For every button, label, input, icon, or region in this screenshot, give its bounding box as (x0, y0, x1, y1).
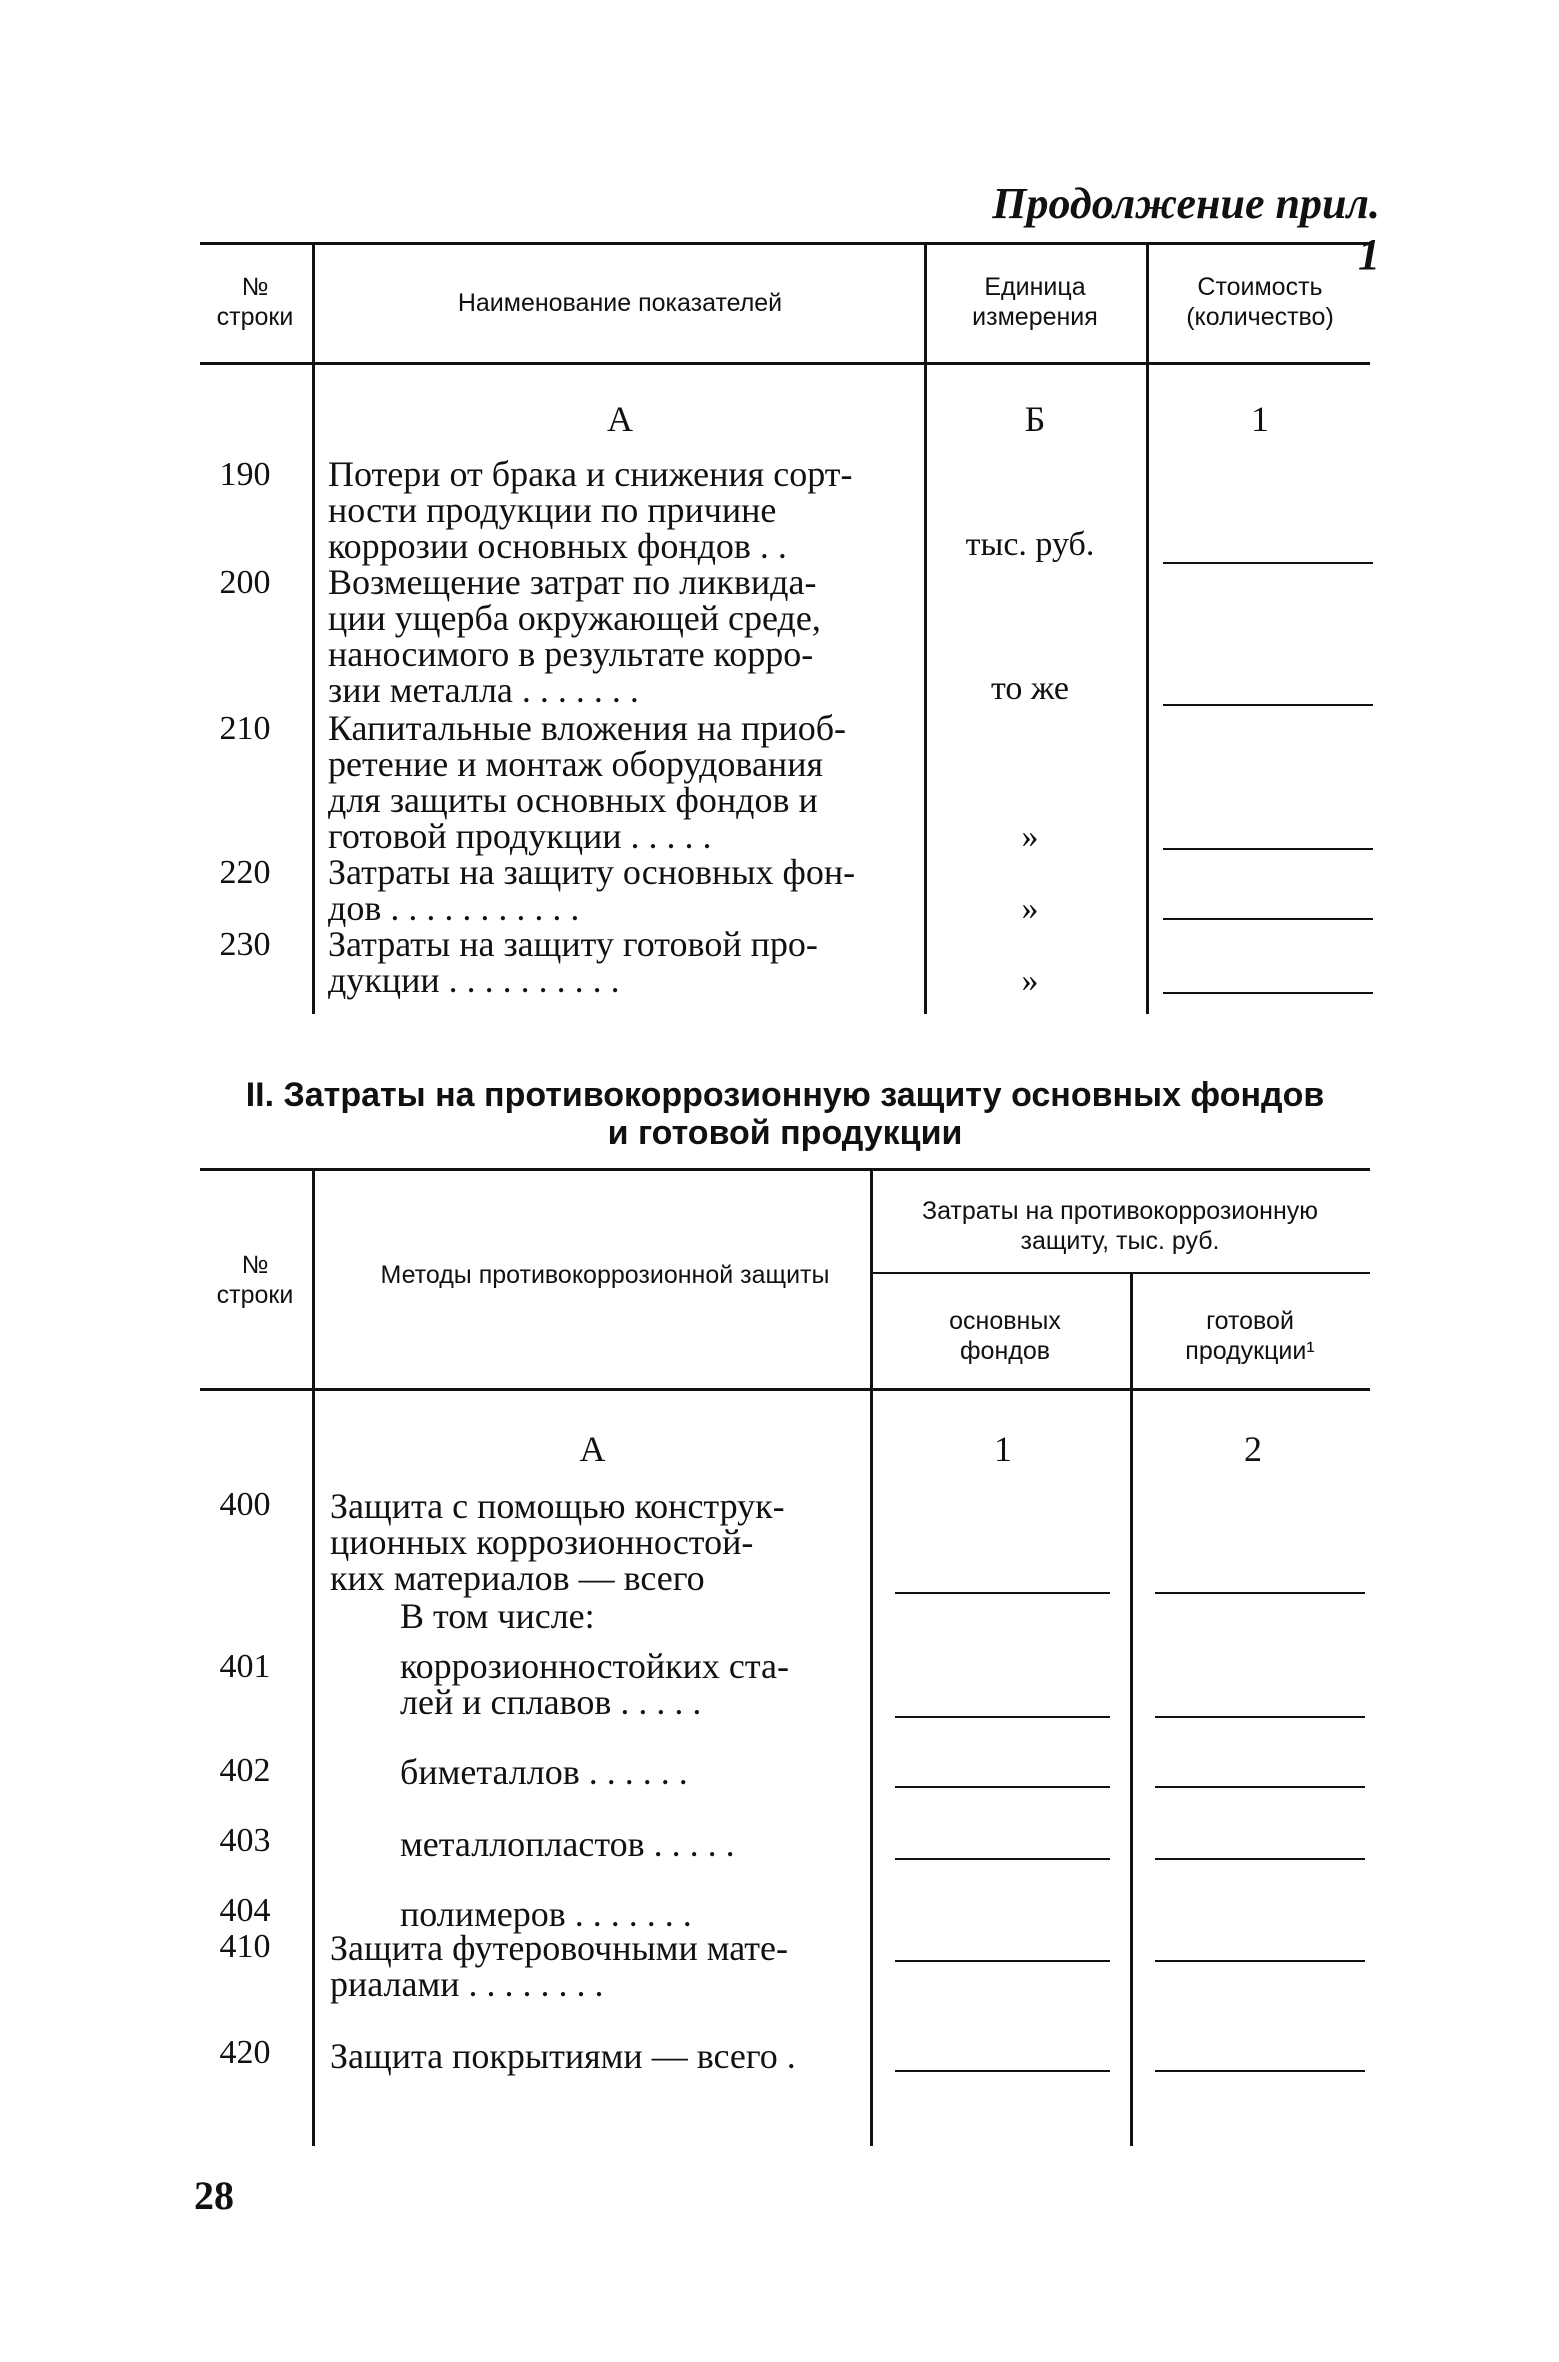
table2-row-method: Защита покрытиями — всего . (330, 2036, 796, 2076)
table2-costs-subrule (872, 1272, 1370, 1274)
table1-col-label-b: Б (1024, 399, 1046, 439)
table2-row-number: 400 (219, 1486, 271, 1523)
table2-header-rownum: № строки (216, 1251, 294, 1309)
table2-header-rule (200, 1388, 1370, 1391)
table2-fixed-blank (895, 1786, 1110, 1788)
table1-row-unit: » (1021, 890, 1039, 927)
table2-header-finished-products: готовой продукции¹ (1185, 1307, 1315, 1365)
table2-row-method: Защита футеровочными мате- риалами . . . . . . . . (330, 1928, 788, 2004)
table2-product-blank (1155, 1786, 1365, 1788)
table1-col-divider-1 (312, 244, 315, 1014)
table1-row-number: 190 (219, 456, 271, 493)
table1-value-blank (1163, 918, 1373, 920)
table2-product-blank (1155, 1960, 1365, 1962)
table1-col-divider-3 (1146, 244, 1149, 1014)
table2-product-blank (1155, 2070, 1365, 2072)
table1-header-rownum: № строки (216, 273, 294, 331)
table1-row-number: 210 (219, 710, 271, 747)
table2-product-blank (1155, 1858, 1365, 1860)
section-ii-title: II. Затраты на противокоррозионную защиту основных фондов и готовой продукции (245, 1076, 1325, 1152)
table2-fixed-blank (895, 1858, 1110, 1860)
table1-value-blank (1163, 848, 1373, 850)
continuation-label: Продолжение прил. 1 (992, 179, 1380, 279)
table1-value-blank (1163, 704, 1373, 706)
table1-row-name: Возмещение затрат по ликвида- ции ущерба окружающей среде, наносимого в результате корро- зии металла . . . . . . . (328, 562, 821, 710)
table1-row-number: 230 (219, 926, 271, 963)
table2-fixed-blank (895, 1592, 1110, 1594)
table2-including-label: В том числе: (400, 1596, 595, 1636)
table2-col-label-1: 1 (994, 1429, 1012, 1469)
table2-fixed-blank (895, 1716, 1110, 1718)
table1-header-name: Наименование показателей (457, 289, 783, 317)
table2-product-blank (1155, 1716, 1365, 1718)
table2-row-number: 401 (219, 1648, 271, 1685)
table1-row-number: 220 (219, 854, 271, 891)
table2-col-divider-3 (1130, 1274, 1133, 2146)
table2-product-blank (1155, 1592, 1365, 1594)
table2-row-method: биметаллов . . . . . . (400, 1752, 688, 1792)
table2-col-label-a: А (579, 1429, 606, 1469)
table2-row-number: 420 (219, 2034, 271, 2071)
table2-col-divider-2 (870, 1170, 873, 2146)
table2-row-number: 410 (219, 1928, 271, 1965)
table2-fixed-blank (895, 2070, 1110, 2072)
table1-row-number: 200 (219, 564, 271, 601)
table2-row-number: 403 (219, 1822, 271, 1859)
table1-header-value: Стоимость (количество) (1186, 273, 1334, 331)
table1-row-name: Капитальные вложения на приоб- ретение и монтаж оборудования для защиты основных фондов и готовой продукции . . . . . (328, 708, 846, 856)
table2-fixed-blank (895, 1960, 1110, 1962)
table2-row-method: Защита с помощью конструк- ционных коррозионностой- ких материалов — всего (330, 1486, 785, 1598)
table1-col-label-a: А (607, 399, 633, 439)
table1-value-blank (1163, 992, 1373, 994)
table2-row-number: 402 (219, 1752, 271, 1789)
table1-row-name: Потери от брака и снижения сорт- ности продукции по причине коррозии основных фондов . . (328, 454, 853, 566)
table2-row-method: металлопластов . . . . . (400, 1824, 735, 1864)
table1-top-rule (200, 242, 1370, 245)
page-number: 28 (194, 2173, 234, 2218)
table1-row-unit: » (1021, 818, 1039, 855)
table1-row-name: Затраты на защиту основных фон- дов . . . . . . . . . . . (328, 852, 856, 928)
table2-header-costs: Затраты на противокоррозионную защиту, тыс. руб. (921, 1197, 1319, 1255)
table1-row-name: Затраты на защиту готовой про- дукции . . . . . . . . . . (328, 924, 818, 1000)
table2-header-fixed-assets: основных фондов (949, 1307, 1061, 1365)
table1-col-label-1: 1 (1251, 399, 1269, 439)
table1-row-unit: то же (990, 670, 1070, 707)
table1-header-unit: Единица измерения (972, 273, 1098, 331)
table2-header-method: Методы противокоррозионной защиты (380, 1261, 830, 1289)
table2-row-method: коррозионностойких ста- лей и сплавов . . . . . (400, 1646, 789, 1722)
table2-col-divider-1 (312, 1170, 315, 2146)
table2-row-method: полимеров . . . . . . . (400, 1894, 692, 1934)
table2-top-rule (200, 1168, 1370, 1171)
table2-col-label-2: 2 (1244, 1429, 1262, 1469)
table1-row-unit: тыс. руб. (965, 526, 1095, 563)
table1-header-rule (200, 362, 1370, 365)
table1-row-unit: » (1021, 962, 1039, 999)
table1-value-blank (1163, 562, 1373, 564)
table2-row-number: 404 (219, 1892, 271, 1929)
